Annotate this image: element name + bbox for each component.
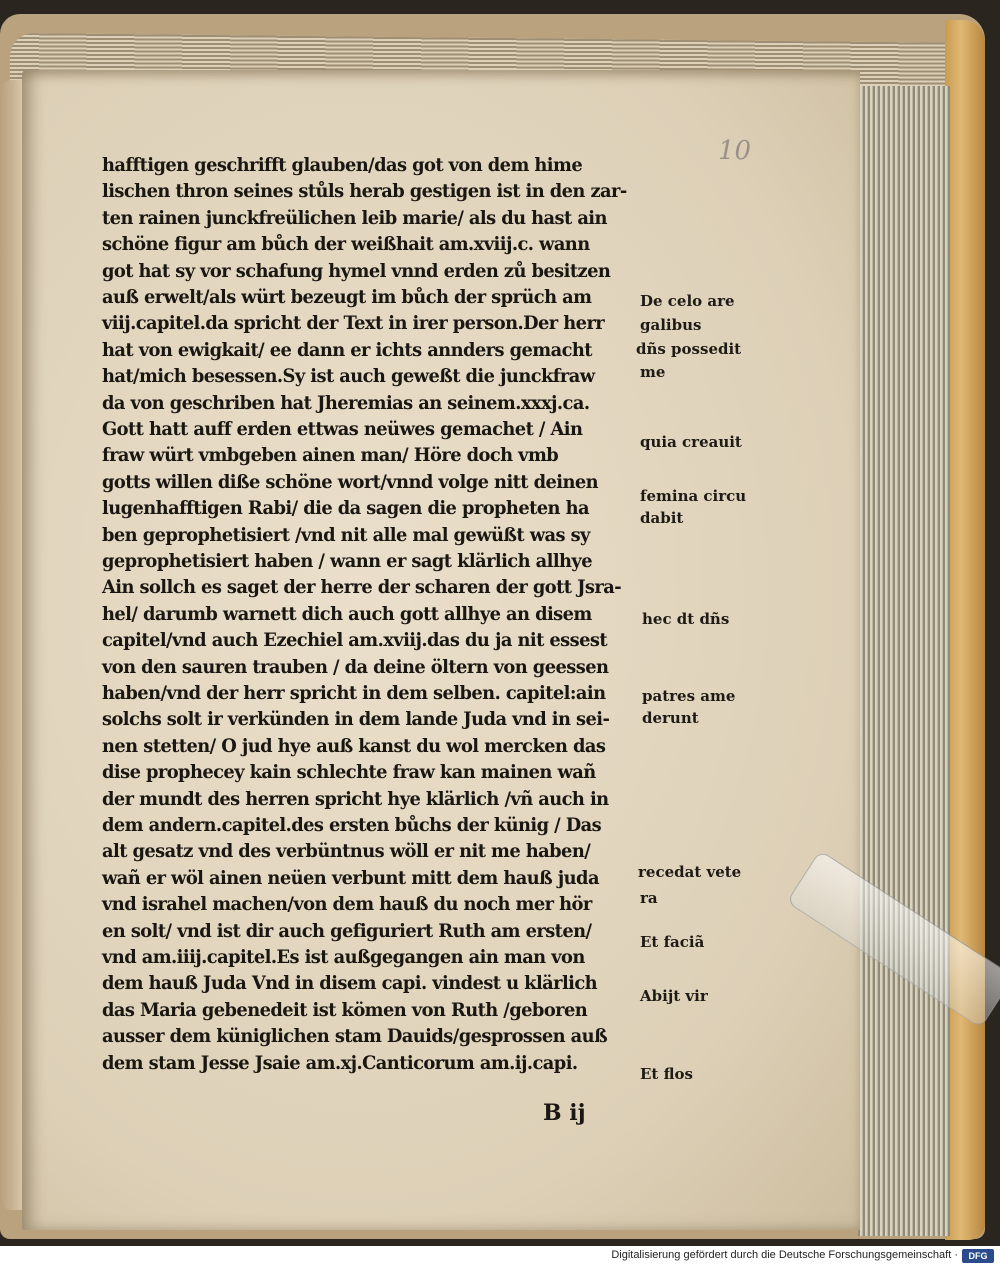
text-line: hat/mich besessen.Sy ist auch geweßt die junckfraw — [102, 366, 595, 388]
marginal-note: dñs possedit — [636, 340, 742, 358]
funding-notice: Digitalisierung gefördert durch die Deutsche Forschungsgemeinschaft · — [611, 1249, 958, 1261]
text-line: ten rainen junckfreülichen leib marie/ als du hast ain — [102, 207, 607, 229]
marginal-note: femina circu — [640, 487, 747, 505]
text-line: wañ er wöl ainen neüen verbunt mitt dem hauß juda — [102, 867, 599, 889]
text-line: schöne figur am bůch der weißhait am.xviij.c. wann — [102, 234, 590, 256]
text-line: ben geprophetisiert /vnd nit alle mal gewüßt was sy — [102, 524, 590, 546]
marginal-note: recedat vete — [638, 863, 742, 881]
text-line: alt gesatz vnd des verbüntnus wöll er nit me haben/ — [102, 841, 591, 863]
text-line: das Maria gebenedeit ist kömen von Ruth /geboren — [102, 999, 588, 1021]
marginal-note: ra — [640, 889, 658, 907]
marginal-note: hec dt dñs — [642, 610, 730, 628]
text-line: hel/ darumb warnett dich auch gott allhye an disem — [102, 603, 592, 625]
text-line: der mundt des herren spricht hye klärlich /vñ auch in — [102, 788, 609, 810]
text-line: lugenhafftigen Rabi/ die da sagen die propheten ha — [102, 498, 589, 520]
book-cover — [945, 20, 985, 1240]
text-line: fraw würt vmbgeben ainen man/ Höre doch vmb — [102, 445, 559, 467]
text-line: Gott hatt auff erden ettwas neüwes gemachet / Ain — [102, 419, 583, 440]
text-line: nen stetten/ O jud hye auß kanst du wol mercken das — [102, 735, 606, 757]
marginal-note: galibus — [640, 316, 702, 334]
text-line: vnd israhel machen/von dem hauß du noch mer hör — [102, 894, 592, 916]
dfg-logo: DFG — [962, 1249, 994, 1263]
text-line: capitel/vnd auch Ezechiel am.xviij.das du ja nit essest — [102, 630, 608, 652]
text-line: ausser dem küniglichen stam Dauids/gesprossen auß — [102, 1026, 608, 1048]
marginal-note: Et flos — [640, 1065, 693, 1083]
text-line: dem stam Jesse Jsaie am.xj.Canticorum am.ij.capi. — [102, 1052, 578, 1074]
marginal-note: patres ame — [642, 687, 736, 705]
text-line: geprophetisiert haben / wann er sagt klärlich allhye — [102, 551, 593, 572]
text-line: got hat sy vor schafung hymel vnnd erden zů besitzen — [102, 260, 611, 282]
text-line: dem hauß Juda Vnd in disem capi. vindest u klärlich — [102, 973, 598, 995]
text-line: en solt/ vnd ist dir auch gefiguriert Ruth am ersten/ — [102, 920, 592, 942]
text-line: dise prophecey kain schlechte fraw kan mainen wañ — [102, 762, 596, 784]
signature-mark: B ij — [543, 1100, 586, 1126]
text-line: dem andern.capitel.des ersten bůchs der künig / Das — [102, 815, 602, 836]
marginal-note: dabit — [640, 509, 684, 527]
folio-number: 10 — [718, 136, 752, 166]
text-line: hat von ewigkait/ ee dann er ichts annders gemacht — [102, 339, 592, 361]
page-fore-edge — [858, 86, 950, 1236]
text-line: lischen thron seines stůls herab gestigen ist in den zar- — [102, 181, 627, 203]
marginal-note: De celo are — [640, 292, 735, 310]
text-line: hafftigen geschrifft glauben/das got von dem hime — [102, 155, 583, 176]
text-line: viij.capitel.da spricht der Text in irer person.Der herr — [102, 313, 605, 335]
text-line: von den sauren trauben / da deine öltern von geessen — [102, 656, 609, 678]
marginal-note: Et faciã — [640, 933, 705, 951]
text-line: Ain sollch es saget der herre der scharen der gott Jsra- — [102, 577, 622, 599]
text-line: da von geschriben hat Jheremias an seinem.xxxj.ca. — [102, 392, 590, 414]
marginal-note: me — [640, 363, 666, 381]
footer-bar — [0, 1246, 1000, 1266]
marginal-note: quia creauit — [640, 433, 742, 451]
marginal-note: derunt — [642, 709, 699, 727]
text-line: solchs solt ir verkünden in dem lande Juda vnd in sei- — [102, 709, 610, 731]
marginal-note: Abijt vir — [640, 987, 708, 1005]
text-line: gotts willen diße schöne wort/vnnd volge nitt deinen — [102, 471, 599, 493]
text-line: auß erwelt/als würt bezeugt im bůch der sprüch am — [102, 287, 592, 308]
text-line: vnd am.iiij.capitel.Es ist außgegangen ain man von — [102, 947, 585, 968]
text-line: haben/vnd der herr spricht in dem selben. capitel:ain — [102, 683, 606, 704]
